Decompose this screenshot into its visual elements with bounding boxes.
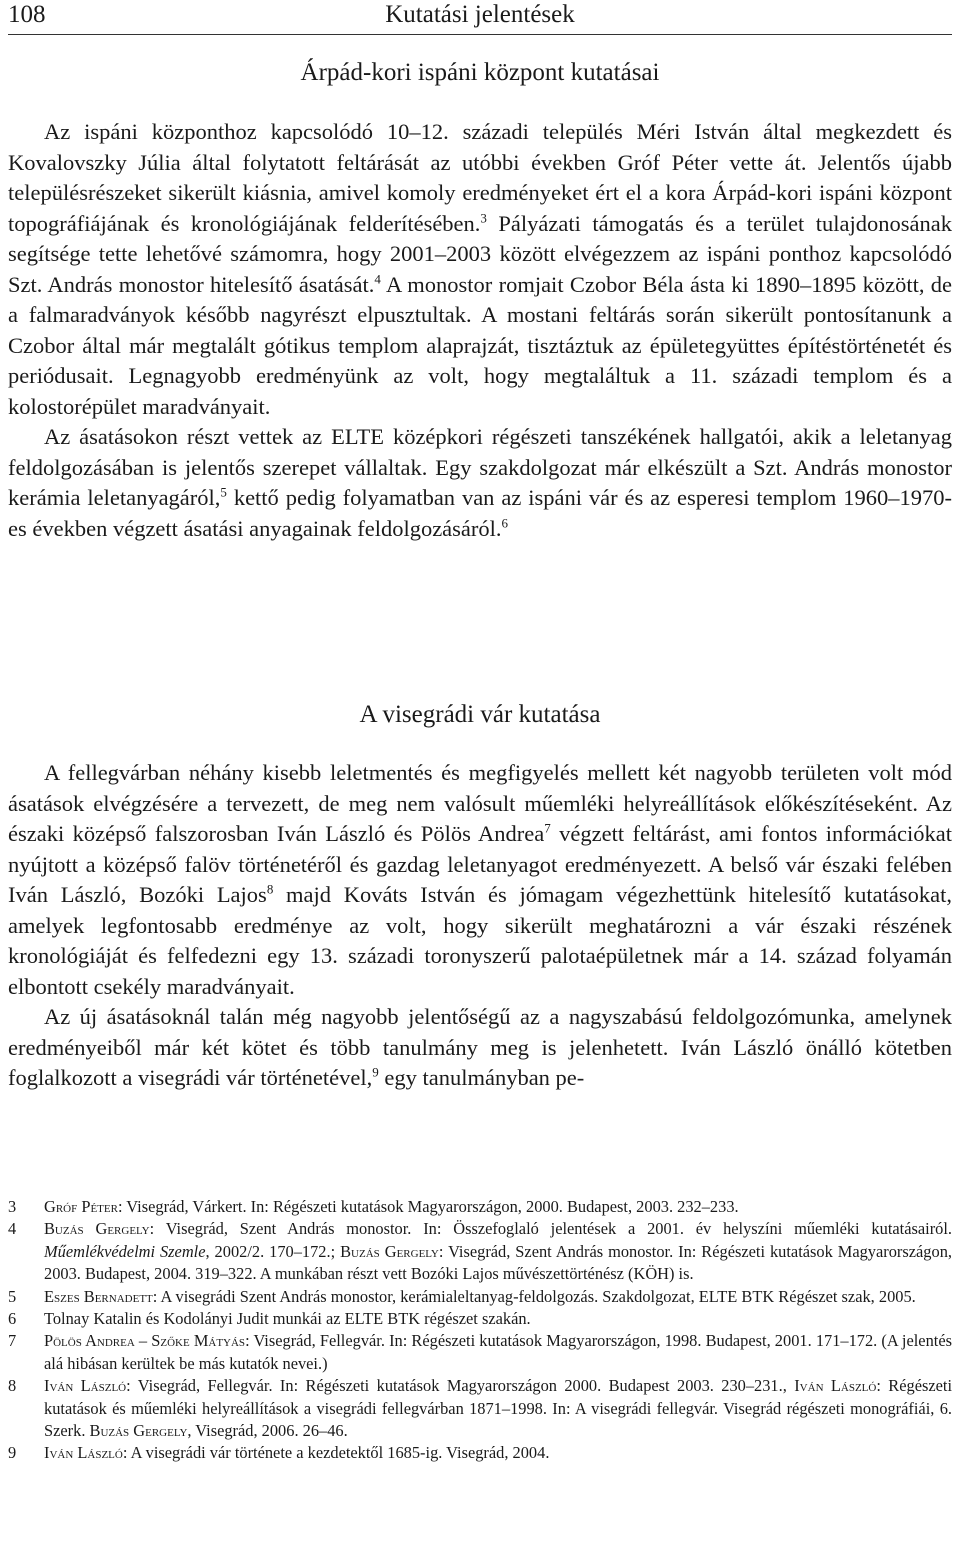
footnote-number: 9	[8, 1443, 17, 1463]
running-header	[8, 0, 952, 35]
paragraph-text: A fellegvárban néhány kisebb leletmentés és megfigyelés mellett két nagyobb területen volt mód ásatások elvégzésére a tervezett, de meg nem valósult műemléki helyreállítások előkészítéseként. Az északi középső falszorosban Iván László és Pölös Andrea	[8, 760, 952, 846]
footnote-8	[8, 1375, 952, 1442]
paragraph	[8, 117, 952, 422]
footnote-author: Buzás Gergely	[89, 1421, 188, 1441]
footnote-ref[interactable]: 6	[501, 515, 509, 531]
footnote-author: Iván László	[44, 1376, 127, 1396]
paragraph-text: majd Kováts István és jómagam végezhettünk hitelesítő kutatásokat, amelyek legfontosabb eredménye az volt, hogy sikerült meghatározni a vár északi részének kronológiáját és felfedezni egy 13. századi toronyszerű palotaépületnek már a 14. század folyamán elbontott csekély maradványait.	[8, 882, 953, 999]
footnote-ref[interactable]: 4	[374, 271, 381, 287]
footnote-journal: Műemlékvédelmi Szemle	[44, 1241, 206, 1261]
footnote-number: 5	[8, 1286, 17, 1306]
footnote-number: 6	[8, 1309, 17, 1329]
section-body-arpad	[8, 117, 952, 544]
footnote-text: : Visegrád, Várkert. In: Régészeti kutatások Magyarországon, 2000. Budapest, 2003. 232–233.	[117, 1197, 739, 1216]
paragraph	[8, 422, 952, 544]
footnote-number: 4	[8, 1219, 17, 1239]
paragraph-text: A monostor romjait Czobor Béla ásta ki 1890–1895 között, de a falmaradványok később nagyrészt elpusztultak. A mostani feltárás során sikerült pontosítanunk a Czobor által már megtalált gótikus templom alaprajzát, tisztáztuk az épületegyüttes építéstörténetét és periódusait. Legnagyobb eredményünk az volt, hogy megtaláltuk a 11. századi templom és a kolostorépület maradványait.	[8, 271, 952, 419]
paragraph	[8, 1002, 952, 1094]
footnote-author: Buzás Gergely	[44, 1219, 150, 1239]
footnote-number: 8	[8, 1376, 17, 1396]
footnote-ref[interactable]: 8	[266, 881, 274, 897]
footnote-text: Tolnay Katalin és Kodolányi Judit munkái az ELTE BTK régészet szakán.	[44, 1309, 531, 1329]
footnotes	[8, 1196, 952, 1465]
footnote-9	[8, 1442, 952, 1464]
footnote-ref[interactable]: 5	[220, 484, 227, 500]
footnote-4	[8, 1218, 952, 1285]
footnote-text: : A visegrádi Szent András monostor, kerámialeltanyag-feldolgozás. Szakdolgozat, ELTE BTK Régészet szak, 2005.	[152, 1286, 916, 1306]
footnote-author: Eszes Bernadett	[44, 1286, 153, 1306]
footnote-text: : Visegrád, Szent András monostor. In: Régészeti kutatások Magyarországon, 2003. Budapest, 2004. 319–322. A munkában részt vett Bozóki Lajos művészettörténész (KÖH) is.	[44, 1241, 952, 1284]
footnote-text: : Visegrád, Szent András monostor. In: Összefoglaló jelentések a 2001. év helyszíni műemléki kutatásairól.	[149, 1219, 952, 1239]
footnote-author: Iván László	[44, 1443, 123, 1463]
footnote-number: 3	[8, 1197, 17, 1216]
paragraph-text: Az új ásatásoknál talán még nagyobb jelentőségű az a nagyszabású feldolgozómunka, amelynek eredményeiből már két kötet és több tanulmány meg is jelenhetett. Iván László önálló kötetben foglalkozott a visegrádi vár történetével,	[8, 1004, 952, 1090]
section-title-visegrad: A visegrádi vár kutatása	[359, 701, 601, 728]
section-title-arpad: Árpád-kori ispáni központ kutatásai	[300, 59, 660, 86]
paragraph-text: Pályázati támogatás és a terület tulajdonosának segítsége tette lehetővé számomra, hogy 2001–2003 között elvégezzem az ispáni ponthoz kapcsolódó Szt. András monostor hitelesítő ásatását.	[8, 210, 952, 297]
footnote-author: Buzás Gergely	[340, 1241, 439, 1261]
footnote-number: 7	[8, 1331, 17, 1351]
paragraph-text: Az ásatásokon részt vettek az ELTE középkori régészeti tanszékének hallgatói, akik a leletanyag feldolgozásában is jelentős szerepet vállaltak. Egy szakdolgozat már elkészült a Szt. András monostor kerámia leletanyagáról,	[8, 424, 952, 510]
paragraph-text: egy tanulmányban pe-	[378, 1065, 585, 1090]
page-number: 108	[8, 1, 46, 28]
footnote-7	[8, 1330, 952, 1375]
footnote-text: , 2002/2. 170–172.;	[205, 1241, 341, 1261]
footnote-ref[interactable]: 9	[372, 1064, 379, 1080]
section-body-visegrad	[8, 758, 952, 1094]
footnote-text: : A visegrádi vár története a kezdetektől 1685-ig. Visegrád, 2004.	[122, 1443, 550, 1463]
paragraph-text: Az ispáni központhoz kapcsolódó 10–12. századi település Méri István által megkezdett és Kovalovszky Júlia által folytatott feltárását az utóbbi években Gróf Péter vette át. Jelentős újabb településrészeket sikerült kiásnia, amivel komoly eredményeket ért el a kora Árpád-kori ispáni központ topográfiájának és kronológiájának felderítésében.	[8, 119, 952, 236]
footnote-text: , Visegrád, 2006. 26–46.	[187, 1421, 348, 1441]
footnote-ref[interactable]: 7	[544, 820, 551, 836]
footnote-author: Pölös Andrea – Szőke Mátyás	[44, 1331, 246, 1351]
footnote-text: : Visegrád, Fellegvár. In: Régészeti kutatások Magyarországon 2000. Budapest 2003. 230–231.,	[126, 1376, 795, 1396]
footnote-author: Iván László	[794, 1376, 877, 1396]
footnote-5	[8, 1286, 952, 1308]
paragraph-text: kettő pedig folyamatban van az ispáni vár és az esperesi templom 1960–1970-es években végzett ásatási anyagainak feldolgozásáról.	[8, 485, 952, 541]
paragraph	[8, 758, 952, 1002]
footnote-text: : Régészeti kutatások és műemléki helyreállítások a visegrádi fellegvárban 1871–1998. In: A visegrádi fellegvár. Visegrád régészeti monográfiái, 6. Szerk.	[44, 1376, 953, 1441]
footnote-3	[8, 1196, 952, 1218]
footnote-ref[interactable]: 3	[480, 210, 487, 226]
footnote-6	[8, 1308, 952, 1330]
footnote-text: : Visegrád, Fellegvár. In: Régészeti kutatások Magyarországon, 1998. Budapest, 2001. 171–172. (A jelentés alá hibásan kerültek be más kutatók nevei.)	[44, 1331, 952, 1373]
running-title: Kutatási jelentések	[385, 1, 575, 28]
footnote-author: Gróf Péter	[44, 1197, 118, 1216]
paragraph-text: végzett feltárást, ami fontos információkat nyújtott a középső falöv történetéről és gazdag leletanyagot eredményezett. A belső vár északi felében Iván László, Bozóki Lajos	[8, 821, 952, 907]
